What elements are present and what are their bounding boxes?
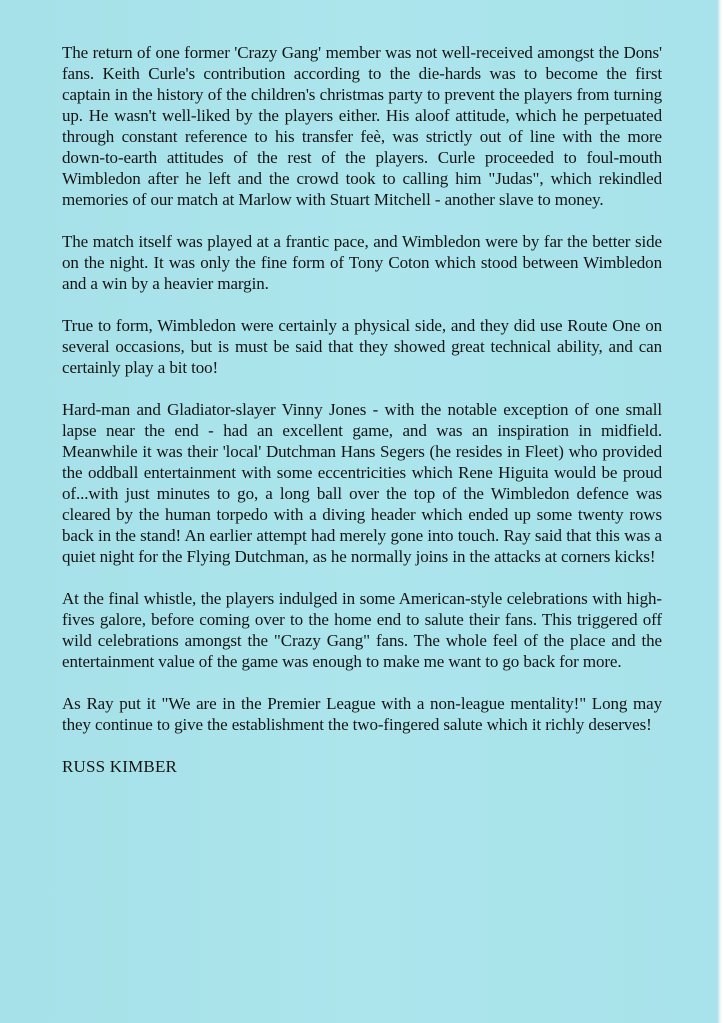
paragraph-match-pace: The match itself was played at a frantic pace, and Wimbledon were by far the better side on the night. It was only the fine form of Tony Coton which stood between Wimbledon and a win by a heavier margin.	[62, 232, 662, 293]
paragraph-curle: The return of one former 'Crazy Gang' member was not well-received amongst the Dons' fans. Keith Curle's contribution according to the die-hards was to become the first captain in the history of the children's christmas party to prevent the players from turning up. He wasn't well-liked by the players either. His aloof attitude, which he perpetuated through constant reference to his transfer feè, was strictly out of line with the more down-to-earth attitudes of the rest of the players. Curle proceeded to foul-mouth Wimbledon after he left and the crowd took to calling him "Judas", which rekindled memories of our match at Marlow with Stuart Mitchell - another slave to money.	[62, 43, 662, 209]
author-signature: RUSS KIMBER	[62, 757, 178, 776]
paragraph-jones-segers: Hard-man and Gladiator-slayer Vinny Jones - with the notable exception of one small lapse near the end - had an excellent game, and was an inspiration in midfield. Meanwhile it was their 'local' Dutchman Hans Segers (he resides in Fleet) who provided the oddball entertainment with some eccentricities which Rene Higuita would be proud of...with just minutes to go, a long ball over the top of the Wimbledon defence was cleared by the human torpedo with a diving header which ended up some twenty rows back in the stand! An earlier attempt had merely gone into touch. Ray said that this was a quiet night for the Flying Dutchman, as he normally joins in the attacks at corners kicks!	[62, 400, 662, 566]
paragraph-final-whistle: At the final whistle, the players indulged in some American-style celebrations with high-fives galore, before coming over to the home end to salute their fans. This triggered off wild celebrations amongst the "Crazy Gang" fans. The whole feel of the place and the entertainment value of the game was enough to make me want to go back for more.	[62, 589, 662, 671]
paragraph-closing-quote: As Ray put it "We are in the Premier League with a non-league mentality!" Long may they continue to give the establishment the two-fingered salute which it richly deserves!	[62, 694, 662, 734]
paragraph-physical-side: True to form, Wimbledon were certainly a physical side, and they did use Route One on several occasions, but is must be said that they showed great technical ability, and can certainly play a bit too!	[62, 316, 662, 377]
article-body	[62, 42, 662, 777]
page-edge	[717, 0, 723, 1023]
